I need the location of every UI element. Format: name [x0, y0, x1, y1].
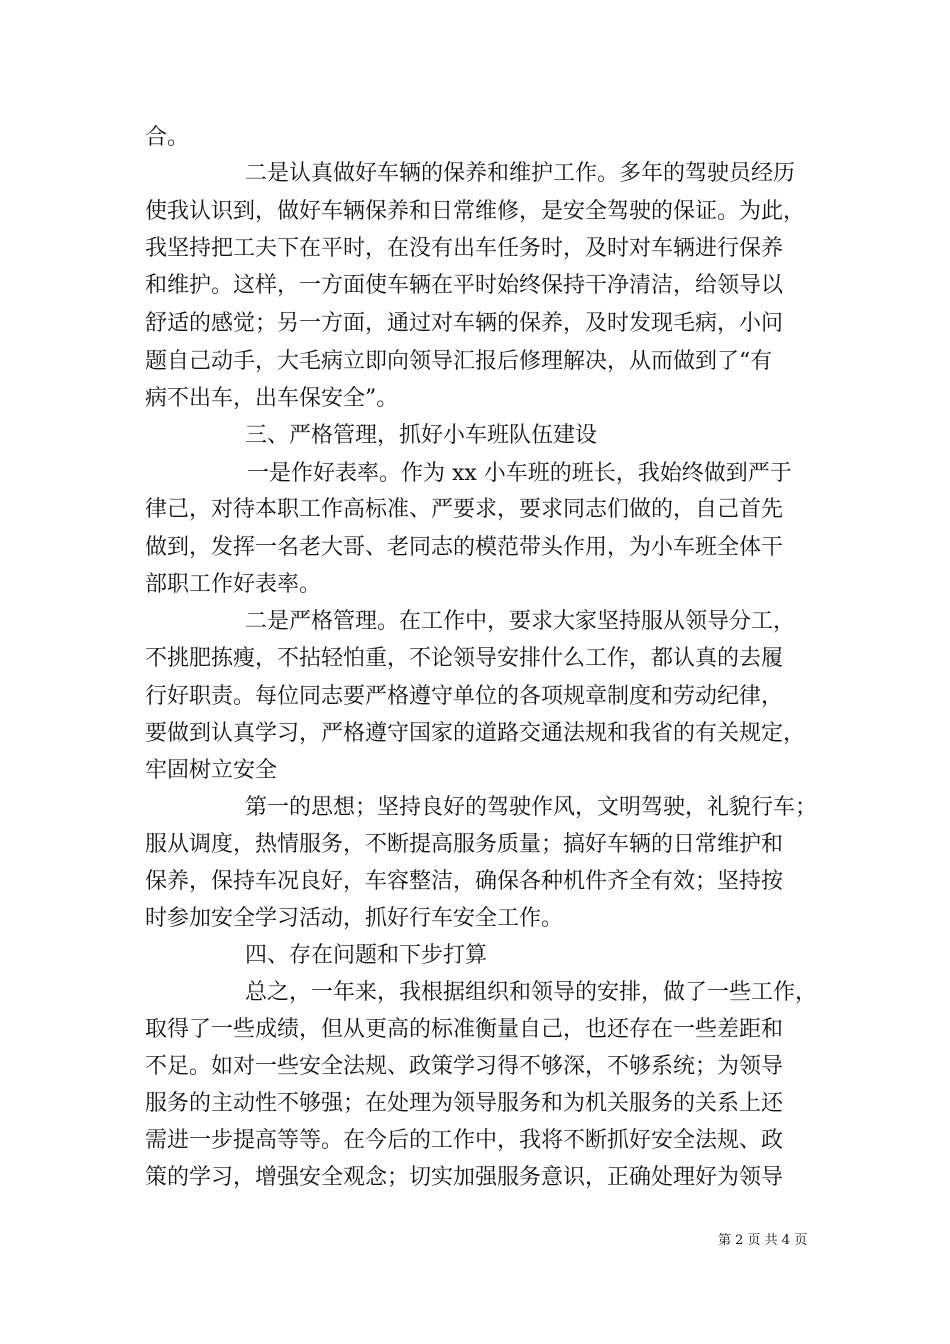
text-line: 牢固树立安全	[145, 758, 278, 783]
text-line: 一是作好表率。作为 xx 小车班的班长，我始终做到严于	[247, 461, 792, 486]
text-line: 策的学习，增强安全观念；切实加强服务意识，正确处理好为领导	[145, 1165, 784, 1190]
text-line: 做到，发挥一名老大哥、老同志的模范带头作用，为小车班全体干	[145, 535, 784, 560]
text-line: 律己，对待本职工作高标准、严要求，要求同志们做的，自己首先	[145, 497, 784, 522]
text-line: 第一的思想；坚持良好的驾驶作风，文明驾驶，礼貌行车；	[245, 795, 818, 820]
text-line: 行好职责。每位同志要严格遵守单位的各项规章制度和劳动纪律，	[145, 684, 784, 709]
text-line: 要做到认真学习，严格遵守国家的道路交通法规和我省的有关规定，	[145, 721, 806, 746]
text-line: 舒适的感觉；另一方面，通过对车辆的保养，及时发现毛病，小问	[145, 311, 784, 336]
text-line: 取得了一些成绩，但从更高的标准衡量自己，也还存在一些差距和	[145, 1017, 784, 1042]
text-line: 病不出车，出车保安全”。	[145, 386, 399, 411]
text-line: 二是认真做好车辆的保养和维护工作。多年的驾驶员经历	[245, 161, 796, 186]
text-line: 我坚持把工夫下在平时，在没有出车任务时，及时对车辆进行保养	[145, 236, 784, 261]
section-heading: 四、存在问题和下步打算	[245, 943, 488, 968]
text-line: 不足。如对一些安全法规、政策学习得不够深，不够系统；为领导	[145, 1054, 784, 1079]
text-line: 题自己动手，大毛病立即向领导汇报后修理解决，从而做到了“有	[145, 349, 773, 374]
text-line: 需进一步提高等等。在今后的工作中，我将不断抓好安全法规、政	[145, 1128, 784, 1153]
page-number: 第 2 页 共 4 页	[718, 1233, 808, 1248]
text-line: 二是严格管理。在工作中，要求大家坚持服从领导分工，	[245, 609, 796, 634]
text-line: 不挑肥拣瘦，不拈轻怕重，不论领导安排什么工作，都认真的去履	[145, 646, 784, 671]
text-line: 保养，保持车况良好，车容整洁，确保各种机件齐全有效；坚持按	[145, 869, 784, 894]
text-line: 合。	[145, 125, 190, 150]
section-heading: 三、严格管理，抓好小车班队伍建设	[245, 423, 598, 448]
text-line: 和维护。这样，一方面使车辆在平时始终保持干净清洁，给领导以	[145, 273, 784, 298]
text-line: 使我认识到，做好车辆保养和日常维修，是安全驾驶的保证。为此，	[145, 199, 806, 224]
text-line: 时参加安全学习活动，抓好行车安全工作。	[145, 906, 564, 931]
text-line: 部职工作好表率。	[145, 572, 322, 597]
text-line: 服务的主动性不够强；在处理为领导服务和为机关服务的关系上还	[145, 1091, 784, 1116]
text-line: 服从调度，热情服务，不断提高服务质量；搞好车辆的日常维护和	[145, 832, 784, 857]
text-line: 总之，一年来，我根据组织和领导的安排，做了一些工作，	[245, 980, 818, 1005]
